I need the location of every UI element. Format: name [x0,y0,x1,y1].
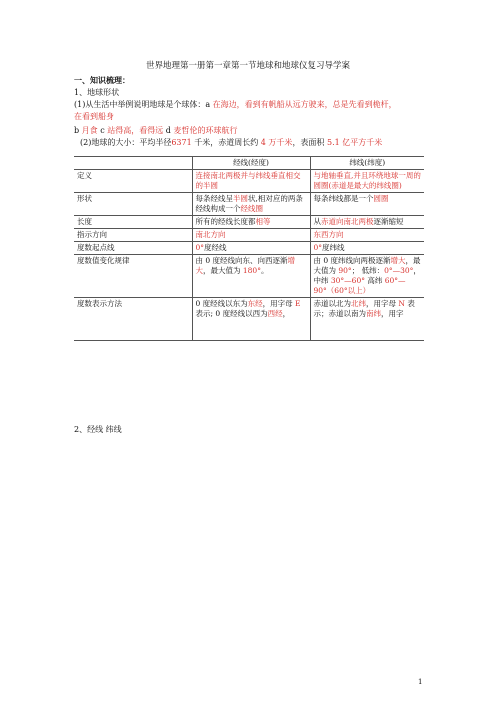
table-cell: 南北方向 [192,229,310,242]
meridian-parallel-table [74,156,424,341]
table-row [74,255,424,298]
table-cell: 每条经线呈半圆状,相对应的两条经线构成一个经线圈 [192,193,310,216]
table-row [74,229,424,242]
row-label: 度数表示方法 [74,298,192,341]
table-header-row [74,157,424,170]
row-label: 指示方向 [74,229,192,242]
page-number: 1 [418,678,423,686]
section-heading: 一、知识梳理： [74,75,130,85]
item-earth-shape: 1、地球形状 [74,88,120,97]
table-cell: 0°度经线 [192,242,310,255]
item-earth-size: (2)地球的大小：平均半径6371 千米，赤道周长约 4 万千米，表面积 5.1 亿平方千米 [80,138,383,147]
row-label: 定义 [74,170,192,193]
table-cell: 每条纬线都是一个圆圈 [310,193,424,216]
table-row [74,193,424,216]
table-cell: 0°度纬线 [310,242,424,255]
table-row [74,170,424,193]
table-cell: 所有的经线长度都相等 [192,216,310,229]
header-cell [74,157,192,170]
item-sphere-evidence-cont: 在看到船身 [74,112,114,121]
table-cell: 赤道以北为北纬，用字母 N 表示；赤道以南为南纬，用字 [310,298,424,341]
header-cell: 经线(经度) [192,157,310,170]
item-sphere-evidence-more: b 月食 c 站得高，看得远 d 麦哲伦的环球航行 [74,126,238,135]
table-row [74,298,424,341]
table-cell: 从赤道向南北两极逐渐缩短 [310,216,424,229]
page-title: 世界地理第一册第一章第一节地球和地球仪复习导学案 [145,61,350,71]
item-sphere-evidence: (1)从生活中举例说明地球是个球体：a 在海边，看到有帆船从远方驶来，总是先看到桅杆， [74,100,397,109]
table-cell: 由 0 度纬线向两极逐渐增大，最大值为 90°； 低纬：0°—30°，中纬 30°—60° 高纬 60°—90°（60°以上） [310,255,424,298]
section-meridians-parallels: 2、经线 纬线 [74,425,122,434]
row-label: 形状 [74,193,192,216]
row-label: 度数值变化规律 [74,255,192,298]
table-cell: 东西方向 [310,229,424,242]
header-cell: 纬线(纬度) [310,157,424,170]
table-cell: 连接南北两极并与纬线垂直相交的半圆 [192,170,310,193]
table-row [74,216,424,229]
table-cell: 由 0 度经线向东、向西逐渐增大，最大值为 180°。 [192,255,310,298]
table-cell: 与地轴垂直,并且环绕地球一周的圆圈(赤道是最大的纬线圈) [310,170,424,193]
table-cell: 0 度经线以东为东经，用字母 E 表示; 0 度经线以西为西经， [192,298,310,341]
row-label: 长度 [74,216,192,229]
table-row [74,242,424,255]
row-label: 度数起点线 [74,242,192,255]
